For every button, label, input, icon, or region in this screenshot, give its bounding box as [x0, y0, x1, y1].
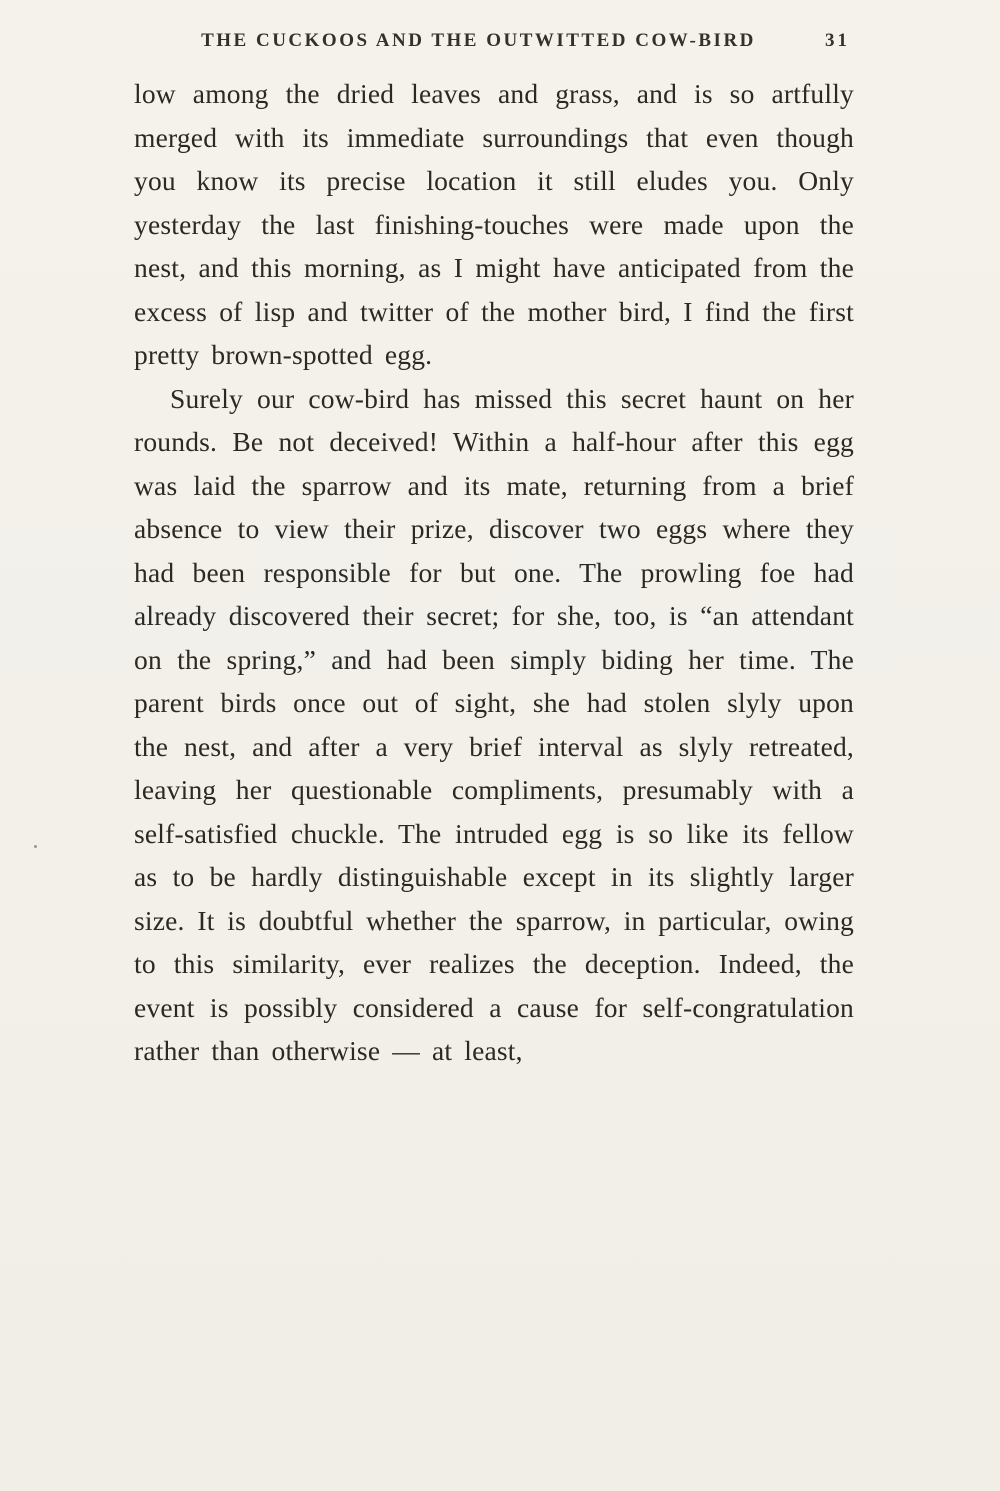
paragraph: Surely our cow-bird has missed this secret haunt on her rounds. Be not deceived! Within a half-hour after this egg was laid the sparrow and its mate, returning from a brief absence to view their prize, discover two eggs where they had been responsible for but one. The prowling foe had already discovered their secret; for she, too, is “an attendant on the spring,” and had been simply biding her time. The parent birds once out of sight, she had stolen slyly upon the nest, and after a very brief interval as slyly retreated, leaving her questionable compliments, presumably with a self-satisfied chuckle. The intruded egg is so like its fellow as to be hardly distinguishable except in its slightly larger size. It is doubtful whether the sparrow, in particular, owing to this similarity, ever realizes the deception. Indeed, the event is possibly considered a cause for self-congratulation rather than otherwise — at least, [134, 382, 854, 1066]
page-body [0, 52, 1000, 1073]
paragraph: low among the dried leaves and grass, and is so artfully merged with its immediate surroundings that even though you know its precise location it still eludes you. Only yesterday the last finishing-touches were made upon the nest, and this morning, as I might have anticipated from the excess of lisp and twitter of the mother bird, I find the first pretty brown-spotted egg. [134, 78, 854, 370]
scan-speck [34, 845, 37, 848]
running-head [0, 0, 1000, 52]
running-head-title: THE CUCKOOS AND THE OUTWITTED COW-BIRD [201, 30, 756, 51]
page-number: 31 [825, 30, 850, 51]
